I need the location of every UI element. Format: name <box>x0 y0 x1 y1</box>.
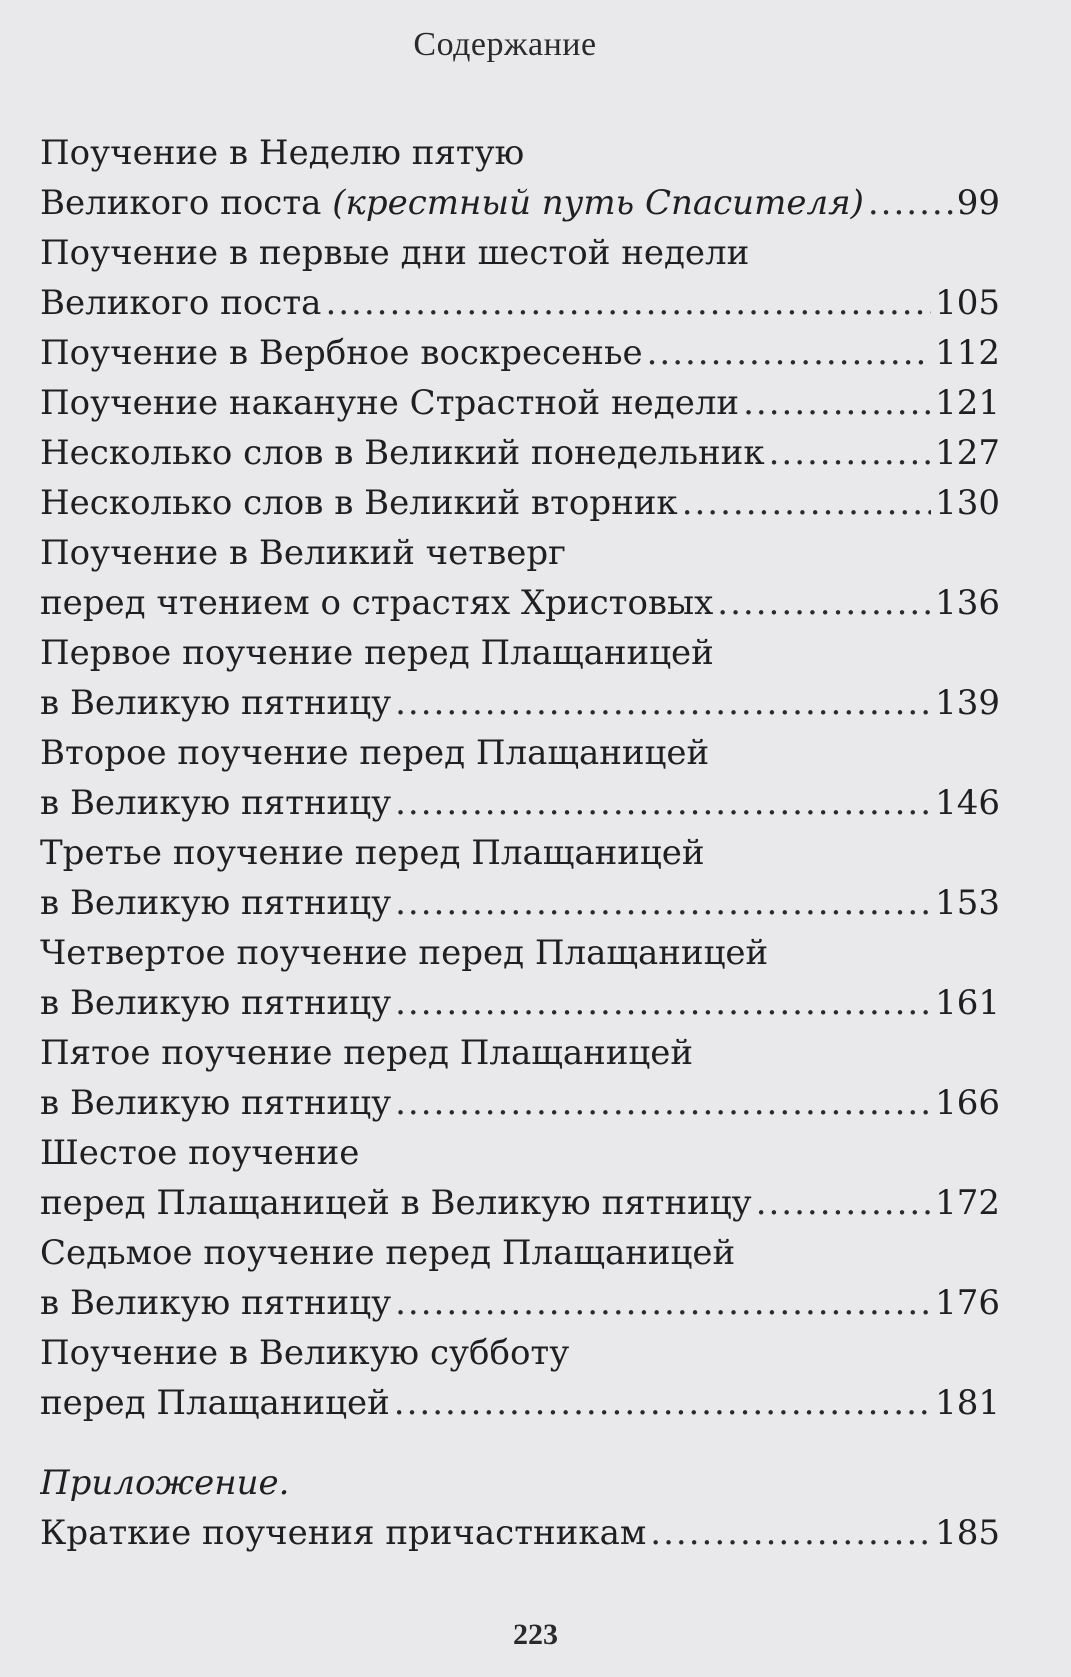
toc-entry-row <box>40 1278 1000 1328</box>
toc-entry-title-line-2: перед Плащаницей в Великую пятницу <box>40 1183 752 1223</box>
dot-leader <box>769 428 932 478</box>
section-spacer <box>40 1428 1000 1458</box>
toc-entry-page-number: 130 <box>935 483 1000 523</box>
toc-entry-page-number: 153 <box>935 883 1000 923</box>
dot-leader <box>395 1078 931 1128</box>
toc-entry-title-line-2: Великого поста <box>40 283 322 323</box>
dot-leader <box>395 678 931 728</box>
toc-entry-title-line-2: в Великую пятницу <box>40 983 392 1023</box>
appendix-page-number: 185 <box>935 1513 1000 1553</box>
toc-entry-title-line-2: Великого поста (крестный путь Спасителя) <box>40 183 864 223</box>
toc-entry-page-number: 105 <box>935 283 1000 323</box>
toc-entry-italic-note: (крестный путь Спасителя) <box>332 183 864 223</box>
toc-entry-page-number: 136 <box>935 583 1000 623</box>
toc-entry <box>40 628 1000 728</box>
toc-entry-row <box>40 978 1000 1028</box>
toc-entry-row <box>40 1178 1000 1228</box>
toc-entry-page-number: 172 <box>935 1183 1000 1223</box>
toc-entry-row <box>40 878 1000 928</box>
toc-entry-title-line-1: Третье поучение перед Плащаницей <box>40 833 705 873</box>
toc-entry-title-line-1: Поучение в первые дни шестой недели <box>40 233 750 273</box>
toc-entry-title-line-2: в Великую пятницу <box>40 1283 392 1323</box>
dot-leader <box>868 178 953 228</box>
toc-entry-row <box>40 1378 1000 1428</box>
toc-entry-title-line-1: Четвертое поучение перед Плащаницей <box>40 933 769 973</box>
toc-entry-page-number: 99 <box>956 183 1000 223</box>
toc-entry-row <box>40 478 1000 528</box>
toc-entry-page-number: 166 <box>935 1083 1000 1123</box>
toc-entry-page-number: 112 <box>935 333 1000 373</box>
toc-entry-title-line-2: в Великую пятницу <box>40 783 392 823</box>
toc-entry <box>40 428 1000 478</box>
toc-entry-page-number: 127 <box>935 433 1000 473</box>
appendix-title: Краткие поучения причастникам <box>40 1513 647 1553</box>
toc-entry-row <box>40 278 1000 328</box>
toc-entry <box>40 478 1000 528</box>
toc-entry-row <box>40 328 1000 378</box>
toc-entry-page-number: 146 <box>935 783 1000 823</box>
dot-leader <box>717 578 931 628</box>
page-title: Содержание <box>413 26 597 63</box>
toc-entry <box>40 728 1000 828</box>
toc-entry <box>40 1028 1000 1128</box>
toc-entry-page-number: 121 <box>935 383 1000 423</box>
toc-appendix-entry <box>40 1458 1000 1558</box>
dot-leader <box>395 878 931 928</box>
toc-entry-row <box>40 578 1000 628</box>
dot-leader <box>325 278 931 328</box>
dot-leader <box>394 1378 931 1428</box>
dot-leader <box>647 328 932 378</box>
toc-entry-row <box>40 378 1000 428</box>
toc-entry-title-line-1: Шестое поучение <box>40 1133 360 1173</box>
toc-entry-page-number: 161 <box>935 983 1000 1023</box>
toc-entry <box>40 928 1000 1028</box>
toc-entry-title-line-2: в Великую пятницу <box>40 683 392 723</box>
toc-entry <box>40 828 1000 928</box>
toc-entry-title-line-1: Поучение в Неделю пятую <box>40 133 525 173</box>
toc-entry-title-line-1: Поучение в Великую субботу <box>40 1333 570 1373</box>
toc-entry-page-number: 176 <box>935 1283 1000 1323</box>
toc-entry <box>40 378 1000 428</box>
dot-leader <box>395 1278 931 1328</box>
toc-entry <box>40 228 1000 328</box>
toc-entry-title: Несколько слов в Великий вторник <box>40 483 678 523</box>
toc-entry-title-line-2: перед чтением о страстях Христовых <box>40 583 714 623</box>
toc-entry <box>40 1228 1000 1328</box>
toc-entry <box>40 1128 1000 1228</box>
dot-leader <box>650 1508 931 1558</box>
toc-entry-title-line-2: перед Плащаницей <box>40 1383 390 1423</box>
table-of-contents <box>40 128 1000 1558</box>
toc-entry-title-line-1: Первое поучение перед Плащаницей <box>40 633 714 673</box>
toc-entry-title-line-2: в Великую пятницу <box>40 1083 392 1123</box>
dot-leader <box>395 778 931 828</box>
toc-entry-page-number: 139 <box>935 683 1000 723</box>
toc-entry-title: Несколько слов в Великий понедельник <box>40 433 765 473</box>
dot-leader <box>395 978 931 1028</box>
toc-entry <box>40 1328 1000 1428</box>
toc-entry-row <box>40 1508 1000 1558</box>
page-number: 223 <box>513 1618 558 1651</box>
toc-entry-row <box>40 1078 1000 1128</box>
toc-entry-row <box>40 678 1000 728</box>
toc-entry-title: Поучение накануне Страстной недели <box>40 383 740 423</box>
toc-entry-title-line-2: в Великую пятницу <box>40 883 392 923</box>
toc-entry <box>40 328 1000 378</box>
toc-entry-title: Поучение в Вербное воскресенье <box>40 333 643 373</box>
appendix-label: Приложение. <box>40 1463 290 1503</box>
toc-entry-title-line-1: Второе поучение перед Плащаницей <box>40 733 710 773</box>
toc-entry-title-line-1: Поучение в Великий четверг <box>40 533 566 573</box>
toc-entry-title-line-1: Пятое поучение перед Плащаницей <box>40 1033 694 1073</box>
toc-entry-row <box>40 428 1000 478</box>
toc-entry <box>40 528 1000 628</box>
toc-entry-row <box>40 178 1000 228</box>
dot-leader <box>682 478 931 528</box>
dot-leader <box>756 1178 931 1228</box>
toc-entry-page-number: 181 <box>935 1383 1000 1423</box>
dot-leader <box>743 378 931 428</box>
toc-entry-row <box>40 778 1000 828</box>
toc-entry-title-line-1: Седьмое поучение перед Плащаницей <box>40 1233 736 1273</box>
toc-entry <box>40 128 1000 228</box>
